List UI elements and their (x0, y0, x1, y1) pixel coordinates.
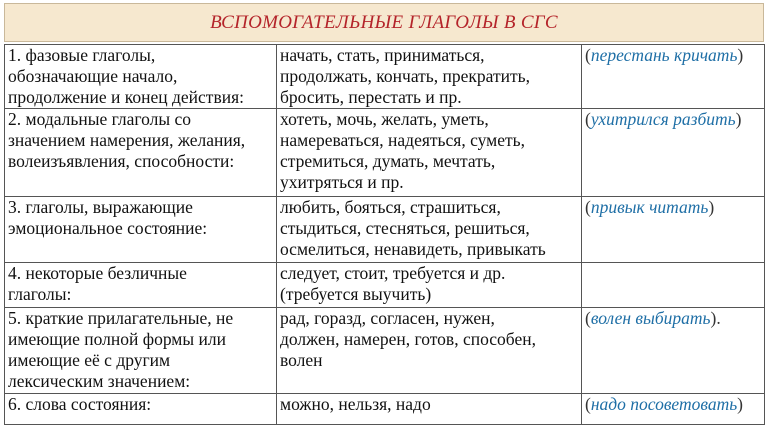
words-line: осмелиться, ненавидеть, привыкать (280, 239, 546, 259)
category-line: имеющие полной формы или (8, 329, 226, 349)
category-line: 5. краткие прилагательные, не (8, 308, 234, 328)
example-close: ) (737, 45, 744, 65)
verbs-table (4, 44, 765, 425)
example-open: ( (585, 109, 591, 129)
category-line: 3. глаголы, выражающие (8, 197, 193, 217)
category-cell (5, 197, 277, 263)
example-text: ухитрился разбить (590, 109, 736, 129)
example-cell (582, 308, 765, 394)
words-cell (277, 263, 582, 308)
table-row (5, 109, 765, 197)
example-open: ( (585, 45, 591, 65)
category-line: имеющие её с другим (8, 350, 171, 370)
category-cell (5, 263, 277, 308)
words-line: продолжать, кончать, прекратить, (280, 66, 530, 86)
category-cell (5, 308, 277, 394)
words-line: рад, горазд, согласен, нужен, (280, 308, 495, 328)
table-row (5, 45, 765, 109)
example-text: надо посоветовать (590, 394, 738, 414)
category-line: продолжение и конец действия: (8, 87, 244, 107)
words-cell (277, 394, 582, 425)
example-text: перестань кричать (590, 45, 738, 65)
page-title: ВСПОМОГАТЕЛЬНЫЕ ГЛАГОЛЫ В СГС (210, 11, 558, 33)
category-line: 1. фазовые глаголы, (8, 45, 156, 65)
example-close: ). (710, 308, 721, 328)
category-line: глаголы: (8, 284, 72, 304)
words-line: стремиться, думать, мечтать, (280, 151, 496, 171)
words-line: должен, намерен, готов, способен, (280, 329, 536, 349)
example-text: привык читать (590, 197, 709, 217)
words-line: намереваться, надеяться, суметь, (280, 130, 525, 150)
words-cell (277, 45, 582, 109)
category-line: обозначающие начало, (8, 66, 178, 86)
words-line: начать, стать, приниматься, (280, 45, 485, 65)
example-open: ( (585, 308, 591, 328)
words-cell (277, 197, 582, 263)
words-line: хотеть, мочь, желать, уметь, (280, 109, 489, 129)
words-line: стыдиться, стесняться, решиться, (280, 218, 530, 238)
example-cell (582, 197, 765, 263)
example-cell (582, 109, 765, 197)
example-text: волен выбирать (590, 308, 711, 328)
category-cell (5, 45, 277, 109)
example-open: ( (585, 197, 591, 217)
words-cell (277, 109, 582, 197)
category-cell (5, 394, 277, 425)
category-line: 6. слова состояния: (8, 394, 152, 414)
example-close: ) (735, 109, 742, 129)
category-line: значением намерения, желания, (8, 130, 246, 150)
category-line: волеизъявления, способности: (8, 151, 235, 171)
words-line: (требуется выучить) (280, 284, 432, 304)
words-line: следует, стоит, требуется и др. (280, 263, 506, 283)
category-line: эмоциональное состояние: (8, 218, 208, 238)
table-row (5, 308, 765, 394)
example-close: ) (708, 197, 715, 217)
table-row (5, 394, 765, 425)
example-open: ( (585, 394, 591, 414)
words-line: можно, нельзя, надо (280, 394, 431, 414)
words-line: ухитряться и пр. (280, 172, 404, 192)
category-cell (5, 109, 277, 197)
example-cell (582, 394, 765, 425)
words-line: волен (280, 350, 323, 370)
category-line: лексическим значением: (8, 371, 191, 391)
words-line: бросить, перестать и пр. (280, 87, 462, 107)
category-line: 2. модальные глаголы со (8, 109, 192, 129)
title-banner (4, 3, 764, 42)
example-cell (582, 45, 765, 109)
table-row (5, 197, 765, 263)
words-cell (277, 308, 582, 394)
words-line: любить, бояться, страшиться, (280, 197, 501, 217)
category-line: 4. некоторые безличные (8, 263, 187, 283)
example-cell (582, 263, 765, 308)
table-row (5, 263, 765, 308)
example-close: ) (737, 394, 743, 414)
